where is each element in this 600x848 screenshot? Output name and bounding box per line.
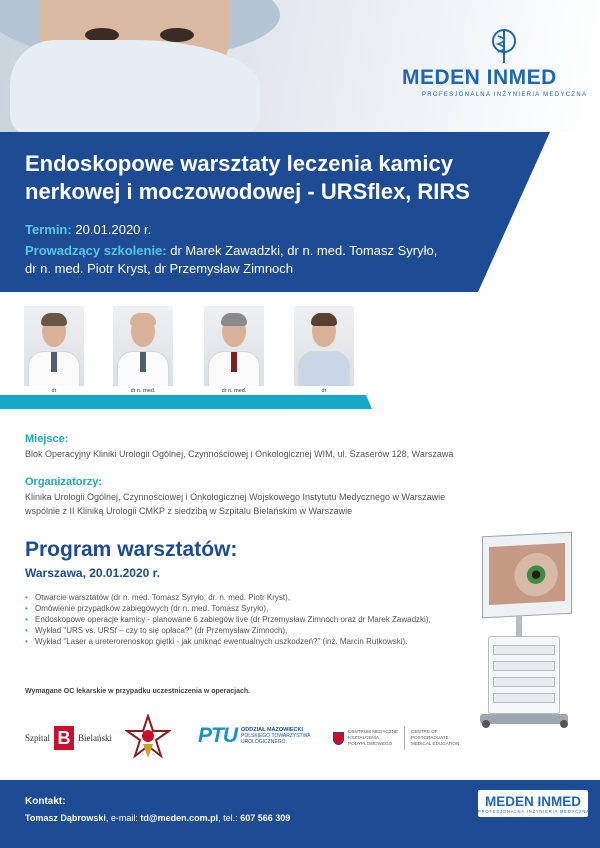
- doctor-card: [113, 306, 173, 402]
- footer-brand-tagline: PROFESJONALNA INŻYNIERIA MEDYCZNA: [478, 809, 590, 814]
- doctor-photo: [24, 306, 84, 386]
- cmkp-en3: MEDICAL EDUCATION: [411, 741, 460, 746]
- program-list: [25, 592, 465, 647]
- cmkp-shield-icon: [333, 732, 344, 745]
- cmkp-line3: PODYPLOMOWEGO: [348, 741, 393, 746]
- tel-label: , tel.:: [218, 813, 241, 823]
- doctor-card: [204, 306, 264, 402]
- szpital-word: Szpital: [25, 733, 50, 743]
- cmkp-line2: KSZTAŁCENIA: [348, 735, 380, 740]
- ptu-line3: UROLOGICZNEGO: [241, 739, 286, 745]
- wim-emblem-icon: [125, 714, 171, 760]
- szpital-mark: B: [54, 726, 74, 750]
- program-item: • Otwarcie warsztatów (dr n. med. Tomasz Syryło, dr. n. med. Piotr Kryst),: [25, 592, 465, 603]
- program-title: Program warsztatów:: [25, 538, 238, 561]
- doctor-photo: [113, 306, 173, 386]
- program-item: • Wykład "Laser a ureterorenoskop giętki - jak uniknąć ewentualnych uszkodzeń?" (inż. Marcin Rutkowski).: [25, 636, 465, 647]
- contact-email[interactable]: td@meden.com.pl: [140, 813, 219, 823]
- doctor-photo: [204, 306, 264, 386]
- doctor-card: [24, 306, 84, 402]
- partner-logos: [0, 712, 600, 762]
- ptu-logo: [198, 724, 310, 748]
- doctor-strip: [0, 395, 372, 409]
- program-item: • Endoskopowe operacje kamicy - planowane 6 zabiegów live (dr Przemysław Zimnoch oraz dr Marek Zawadzki),: [25, 614, 465, 625]
- cmkp-en2: POSTGRADUATE: [411, 735, 449, 740]
- meden-inmed-logo: [402, 28, 588, 98]
- doctor-title: dr: [321, 388, 327, 394]
- footer-logo: [478, 790, 588, 817]
- termin-value: 20.01.2020 r.: [75, 222, 152, 237]
- brand-name: MEDEN INMED: [402, 66, 557, 89]
- eye-image: [489, 543, 565, 605]
- monitor: [482, 532, 572, 619]
- prowadzacy-line: [25, 242, 445, 278]
- prowadzacy-label: Prowadzący szkolenie:: [25, 243, 167, 258]
- ptu-mark: PTU: [198, 724, 237, 747]
- organizatorzy-line1: Klinika Urologii Ogólnej, Czynnościowej i Onkologicznej Wojskowego Instytutu Medycznego w Warszawie: [25, 492, 446, 502]
- program-subtitle: Warszawa, 20.01.2020 r.: [25, 566, 160, 580]
- miejsce-label: Miejsce:: [25, 433, 69, 445]
- contact-label: Kontakt:: [25, 796, 66, 807]
- ptu-line2: POLSKIEGO TOWARZYSTWA: [241, 733, 311, 739]
- doctor-photo: [294, 306, 354, 386]
- equipment-cart: [488, 636, 560, 714]
- miejsce-text: Blok Operacyjny Kliniki Urologii Ogólnej, Czynnościowej i Onkologicznej WIM, ul. Szaserów 128, Warszawa: [25, 449, 454, 459]
- program-item: • Wykład "URS vs. URSf – czy to się opłaca?" (dr Przemysław Zimnoch),: [25, 625, 465, 636]
- contact-phone[interactable]: 607 566 309: [240, 813, 291, 823]
- organizatorzy-label: Organizatorzy:: [25, 476, 103, 488]
- szpital-name: Bielański: [78, 733, 112, 743]
- surgeon-eye: [160, 28, 194, 42]
- email-label: , e-mail:: [105, 813, 141, 823]
- termin-line: [25, 222, 151, 237]
- cmkp-en1: CENTRE OF: [411, 729, 438, 734]
- contact-line: [25, 813, 290, 823]
- ptu-line1: ODDZIAŁ MAZOWIECKI: [241, 727, 304, 733]
- termin-label: Termin:: [25, 222, 72, 237]
- doctor-title: dr n. med.: [221, 388, 247, 394]
- page-title: Endoskopowe warsztaty leczenia kamicy nerkowej i moczowodowej - URSflex, RIRS: [25, 151, 470, 204]
- footer-brand-name: MEDEN INMED: [484, 794, 581, 809]
- endoscopy-tower-image: [470, 530, 580, 730]
- cmkp-line1: CENTRUM MEDYCZNE: [348, 729, 399, 734]
- prowadzacy-value: dr Marek Zawadzki, dr n. med. Tomasz Syryło, dr n. med. Piotr Kryst, dr Przemysław Zimnoch: [25, 243, 438, 276]
- contact-name: Tomasz Dąbrowski: [25, 813, 106, 823]
- brand-tagline: PROFESJONALNA INŻYNIERIA MEDYCZNA: [422, 92, 588, 98]
- program-item: • Omówienie przypadków zabiegowych (dr n. med. Tomasz Syryło),: [25, 603, 465, 614]
- doctor-card: [294, 306, 354, 402]
- caduceus-icon: [490, 28, 518, 64]
- organizatorzy-line2: wspólnie z II Kliniką Urologii CMKP z siedzibą w Szpitalu Bielańskim w Warszawie: [25, 506, 353, 516]
- doctor-title: dr n. med.: [130, 388, 156, 394]
- szpital-bielanski-logo: [25, 726, 112, 750]
- surgical-mask: [10, 40, 260, 132]
- oc-note: Wymagane OC lekarskie w przypadku uczestniczenia w operacjach.: [25, 688, 251, 695]
- doctor-title: dr: [51, 388, 57, 394]
- cmkp-logo: [333, 726, 459, 750]
